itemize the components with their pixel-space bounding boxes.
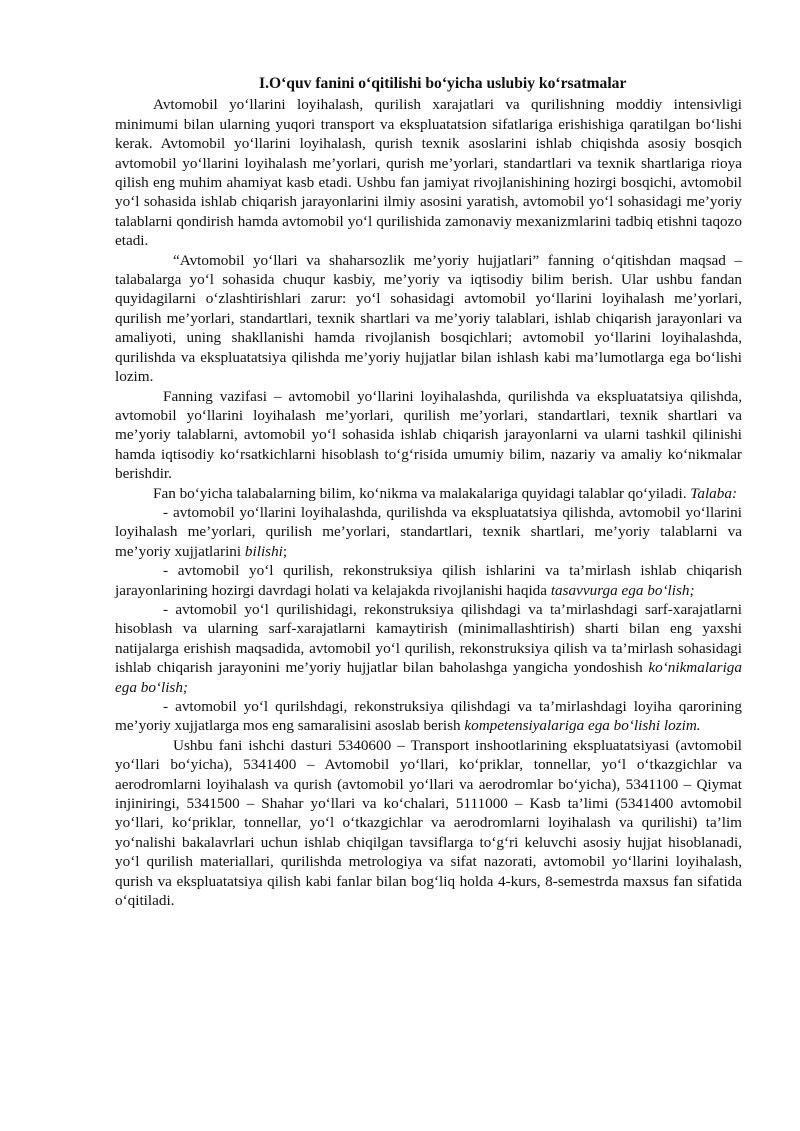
section-title: I.O‘quv fanini o‘qitilishi bo‘yicha uslubiy ko‘rsatmalar	[259, 75, 627, 92]
paragraph-requirements	[115, 484, 742, 503]
list-item-understanding	[115, 561, 742, 600]
paragraph-goal: “Avtomobil yo‘llari va shaharsozlik me’yoriy hujjatlari” fanning o‘qitishdan maqsad – talabalarga yo‘l sohasida chuqur kasbiy, me’yoriy va iqtisodiy bilim berish. Ular ushbu fandan quyidagilarni o‘zlashtirishlari zarur: yo‘l sohasidagi avtomobil yo‘llarini loyihalash me’yorlari, qurilish me’yorlari, standartlari, texnik shartlari va me’yoriy talablari, ishlab chiqarish jarayonlari va amaliyoti, uning shakllanishi hamda rivojlanish bosqichlari; avtomobil yo‘llarini loyihalashda, qurilishda va ekspluatatsiya qilishda me’yoriy hujjatlar bilan ishlash kabi ma’lumotlarga ega bo‘lishi lozim.	[115, 251, 742, 386]
list-item-skills	[115, 600, 742, 697]
list-item-tail: ;	[282, 542, 288, 560]
paragraph-intro: Avtomobil yo‘llarini loyihalash, qurilish xarajatlari va qurilishning moddiy intensivligi minimumi bilan ularning yuqori transport va ekspluatatsion sifatlariga erishishiga qaratilgan bo‘lishi kerak. Avtomobil yo‘llarini loyihalash, qurish texnik asoslarini ishlab chiqishda asosiy bosqich avtomobil yo‘llarini loyihalash me’yorlari, qurish me’yorlari, standartlari va texnik shartlariga rioya qilish eng muhim ahamiyat kasb etadi. Ushbu fan jamiyat rivojlanishining hozirgi bosqichi, avtomobil yo‘l sohasida ishlab chiqarish jarayonlarini ilmiy asosini yaratish, avtomobil yo‘l sohasidagi me’yoriy talablarni qondirish hamda avtomobil yo‘l qurilishida zamonaviy mexanizmlarini tadbiq etishni taqozo etadi.	[115, 96, 742, 250]
list-item-emphasis: tasavvurga ega bo‘lish;	[550, 581, 695, 599]
requirements-text: Fan bo‘yicha talabalarning bilim, ko‘nikma va malakalariga quyidagi talablar qo‘yiladi.	[153, 484, 691, 502]
list-item-text: - avtomobil yo‘llarini loyihalashda, qurilishda va ekspluatatsiya qilishda, avtomobil yo‘llarini loyihalash me’yorlari, qurilish me’yorlari, standartlari, texnik shartlari, me’yoriy talablarni va me’yoriy xujjatlarini	[115, 503, 742, 560]
list-item-text: - avtomobil yo‘l qurilshdagi, rekonstruksiya qilishdagi va ta’mirlashdagi loyiha qarorining me’yoriy xujjatlarga mos eng samaralisini asoslab berish	[115, 698, 742, 735]
list-item-knowledge	[115, 503, 742, 561]
list-item-competence	[115, 697, 742, 736]
requirements-emphasis: Talaba:	[690, 484, 738, 502]
list-item-emphasis: kompetensiyalariga ega bo‘lishi lozim.	[464, 717, 701, 735]
list-item-text: - avtomobil yo‘l qurilish, rekonstruksiya qilish ishlarini va ta’mirlash ishlab chiqarish jarayonlarining hozirgi davrdagi holati va kelajakda rivojlanishi haqida	[115, 562, 742, 599]
list-item-emphasis: bilishi	[244, 542, 283, 560]
document-page	[115, 74, 742, 910]
paragraph-tasks: Fanning vazifasi – avtomobil yo‘llarini loyihalashda, qurilishda va ekspluatatsiya qilishda, avtomobil yo‘llarini loyihalash me’yorlari, qurilish me’yorlari, standartlari, texnik shartlari va me’yoriy talablarni, avtomobil yo‘l sohasida ishlab chiqarish jarayonlarni va ularni tashkil qilinishi hamda iqtisodiy ko‘rsatkichlarni hisoblash to‘g‘risida umumiy bilim, nazariy va amaliy ko‘nikmalar berishdir.	[115, 387, 742, 483]
paragraph-curriculum: Ushbu fani ishchi dasturi 5340600 – Transport inshootlarining ekspluatatsiyasi (avtomobil yo‘llari bo‘yicha), 5341400 – Avtomobil yo‘llari, ko‘priklar, tonnellar, yo‘l o‘tkazgichlar va aerodromlarni loyihalash va qurish (avtomobil yo‘llari va aerodromlar bo‘yicha), 5341100 – Qiymat injiniringi, 5341500 – Shahar yo‘llari va ko‘chalari, 5111000 – Kasb ta’limi (5341400 avtomobil yo‘llari, ko‘priklar, tonnellar, yo‘l o‘tkazgichlar va aerodromlarni loyihalash va qurilishi) ta’lim yo‘nalishi bakalavrlari uchun ishlab chiqilgan tavsiflarga to‘g‘ri keluvchi asosiy hujjat hisoblanadi, yo‘l qurilish materiallari, qurilishda metrologiya va sifat nazorati, avtomobil yo‘llarini loyihalash, qurish va ekspluatatsiya qilish kabi fanlar bilan bog‘liq holda 4-kurs, 8-semestrda maxsus fan sifatida o‘qitiladi.	[115, 736, 742, 910]
list-item-text: - avtomobil yo‘l qurilishidagi, rekonstruksiya qilishdagi va ta’mirlashdagi sarf-xarajatlarni hisoblash va ularning sarf-xarajatlarni kamaytirish (minimallashtirish) sharti bilan eng yaxshi natijalarga erishish maqsadida, avtomobil yo‘l qurilish, rekonstruksiya qilish va ta’mirlash sohasidagi ishlab chiqarish jarayonini me’yoriy hujjatlar bilan baholashga yangicha yondoshish	[115, 600, 742, 677]
list-item-emphasis: ko‘nikmalariga ega bo‘lish;	[115, 659, 742, 696]
